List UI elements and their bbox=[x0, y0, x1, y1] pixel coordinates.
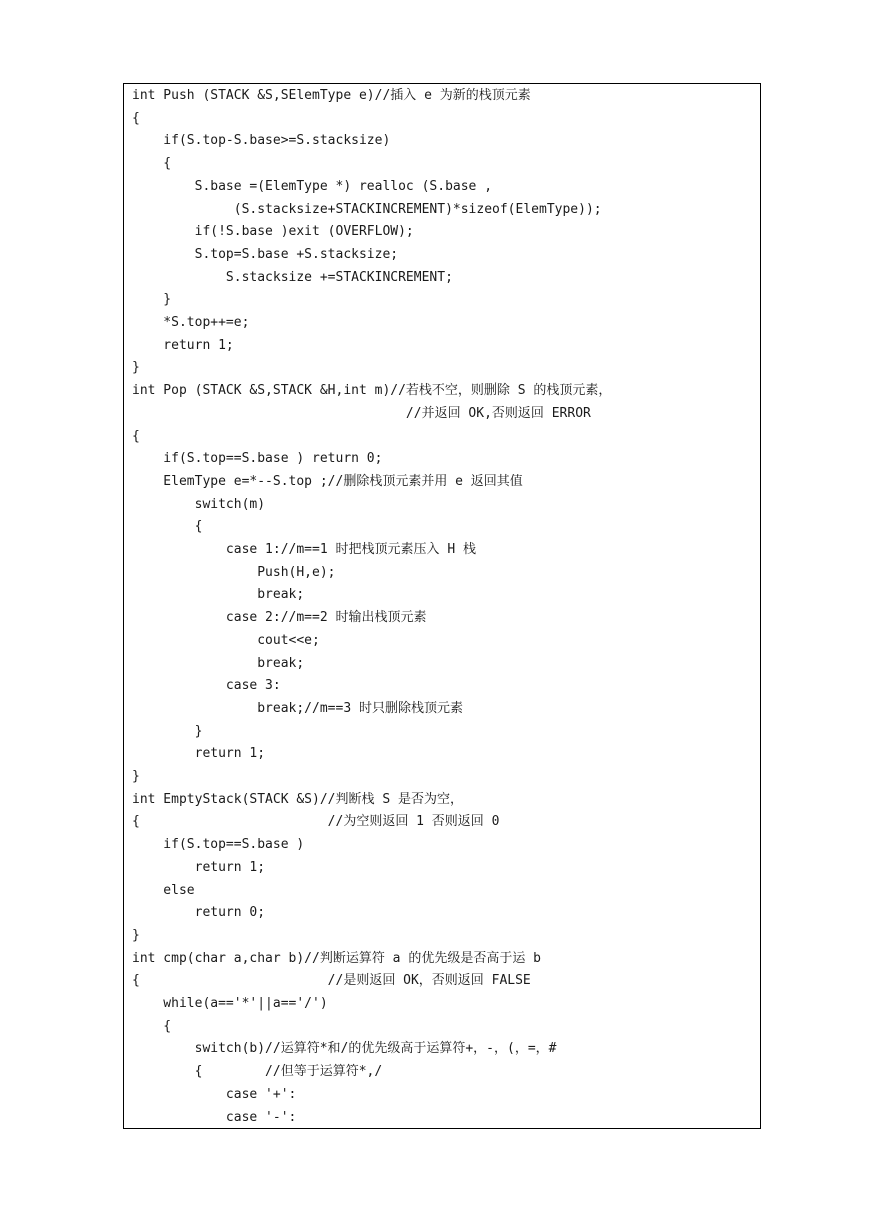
code-line: S.top=S.base +S.stacksize; bbox=[132, 246, 399, 262]
code-line: if(!S.base )exit (OVERFLOW); bbox=[132, 224, 414, 240]
code-line: { bbox=[132, 110, 140, 126]
code-line: int cmp(char a,char b)//判断运算符 a 的优先级是否高于运 b bbox=[132, 950, 541, 966]
code-line: { bbox=[132, 156, 172, 172]
code-line: case 3: bbox=[132, 678, 281, 694]
code-line: break; bbox=[132, 655, 305, 671]
code-line: case '+': bbox=[132, 1086, 297, 1102]
code-line: break; bbox=[132, 587, 305, 603]
code-line: { //但等于运算符*,/ bbox=[132, 1064, 383, 1080]
code-line: S.base =(ElemType *) realloc (S.base , bbox=[132, 178, 493, 194]
code-line: switch(b)//运算符*和/的优先级高于运算符+，-，(，=，# bbox=[132, 1041, 557, 1057]
code-line: S.stacksize +=STACKINCREMENT; bbox=[132, 269, 453, 285]
code-line: if(S.top-S.base>=S.stacksize) bbox=[132, 133, 391, 149]
code-line: break;//m==3 时只删除栈顶元素 bbox=[132, 700, 463, 716]
code-line: int Push (STACK &S,SElemType e)//插入 e 为新的栈顶元素 bbox=[132, 88, 531, 103]
code-line: return 0; bbox=[132, 905, 266, 921]
code-line: case '-': bbox=[132, 1109, 297, 1125]
code-line: while(a=='*'||a=='/') bbox=[132, 996, 328, 1011]
code-line: { bbox=[132, 1018, 172, 1034]
code-line: cout<<e; bbox=[132, 632, 320, 648]
code-line: } bbox=[132, 769, 140, 784]
code-line: } bbox=[132, 292, 172, 308]
code-line: return 1; bbox=[132, 337, 234, 353]
code-line: int Pop (STACK &S,STACK &H,int m)//若栈不空，则删除 S 的栈顶元素， bbox=[132, 383, 612, 399]
code-line: } bbox=[132, 360, 140, 376]
code-line: { //是则返回 OK，否则返回 FALSE bbox=[132, 973, 531, 989]
code-line: case 2://m==2 时输出栈顶元素 bbox=[132, 610, 427, 626]
code-line: } bbox=[132, 927, 140, 943]
code-line: if(S.top==S.base ) bbox=[132, 837, 305, 853]
code-line: { bbox=[132, 519, 203, 535]
code-line: int EmptyStack(STACK &S)//判断栈 S 是否为空， bbox=[132, 791, 463, 807]
code-listing-box bbox=[123, 83, 761, 1129]
code-line: //并返回 OK,否则返回 ERROR bbox=[132, 405, 591, 421]
code-line: (S.stacksize+STACKINCREMENT)*sizeof(ElemType)); bbox=[132, 201, 602, 217]
code-line: *S.top++=e; bbox=[132, 315, 250, 330]
code-line: { //为空则返回 1 否则返回 0 bbox=[132, 814, 500, 830]
code-line: else bbox=[132, 882, 195, 898]
code-line: } bbox=[132, 723, 203, 739]
code-line: return 1; bbox=[132, 859, 266, 875]
code-line: switch(m) bbox=[132, 496, 266, 512]
code-line: if(S.top==S.base ) return 0; bbox=[132, 451, 383, 467]
code-line: case 1://m==1 时把栈顶元素压入 H 栈 bbox=[132, 542, 476, 557]
code-line: Push(H,e); bbox=[132, 564, 336, 580]
code-line: return 1; bbox=[132, 746, 266, 762]
code-line: { bbox=[132, 428, 140, 444]
code-line: ElemType e=*--S.top ;//删除栈顶元素并用 e 返回其值 bbox=[132, 473, 523, 489]
